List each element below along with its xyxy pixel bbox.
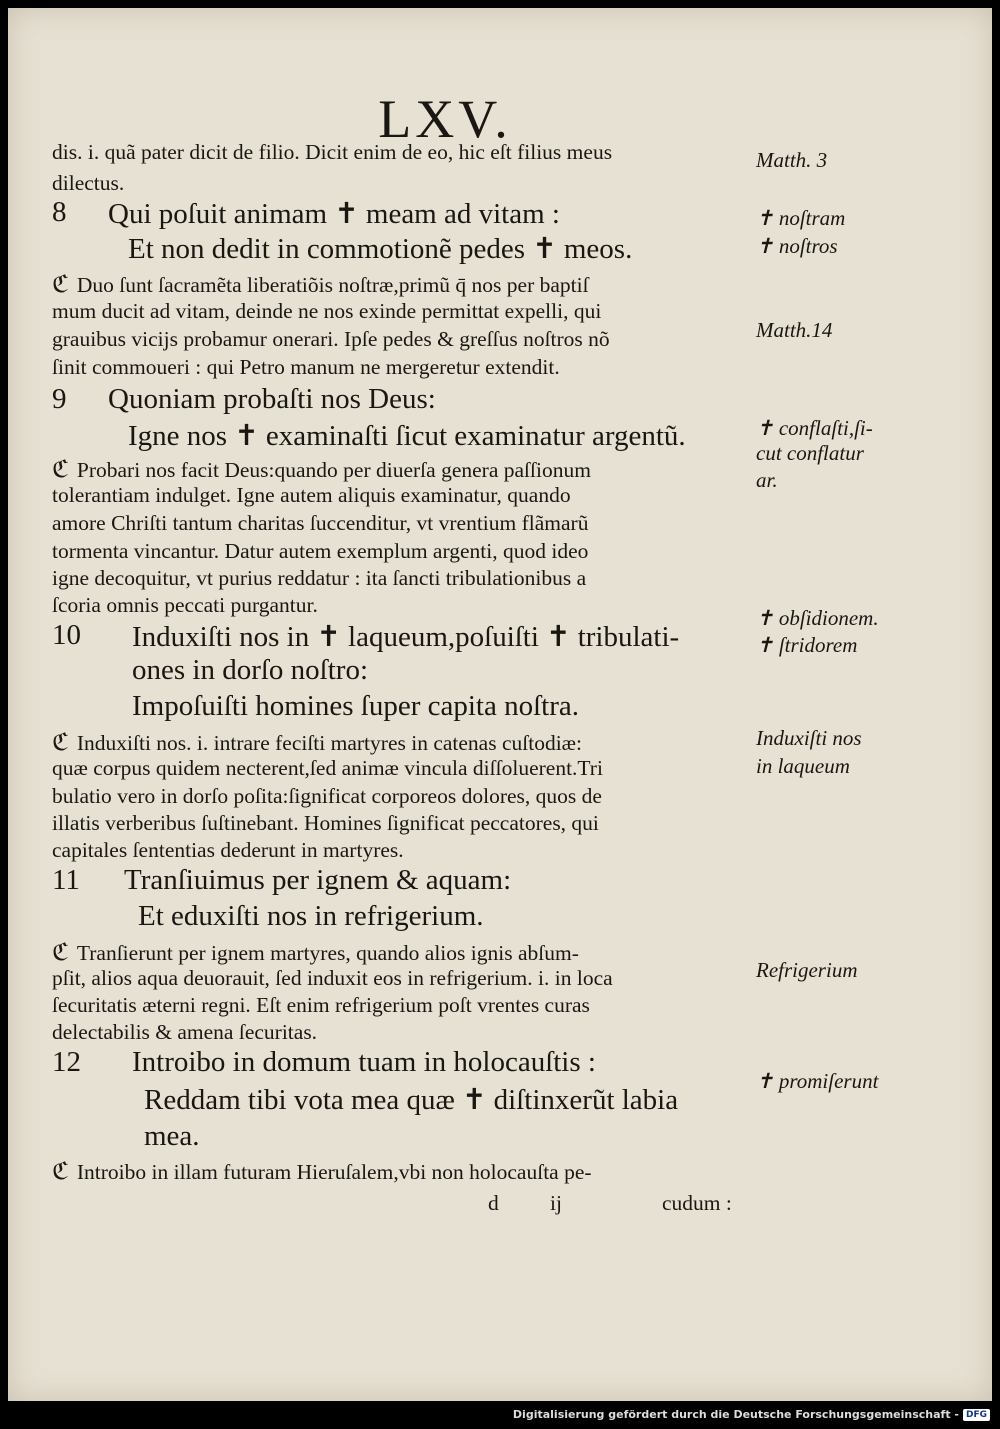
- marginal-note: ✝ obſidionem.: [756, 606, 879, 630]
- line-text: Et non dedit in commotionẽ pedes ✝ meos.: [128, 233, 633, 265]
- footer-credit: [513, 1408, 990, 1421]
- marginal-note: cut conflatur: [756, 441, 864, 465]
- line-text: pſit, alios aqua deuorauit, ſed induxit eos in refrigerium. i. in loca: [52, 966, 613, 990]
- marginal-note: ✝ promiſerunt: [756, 1069, 879, 1093]
- line-text: Induxiſti nos. i. intrare feciſti martyres in catenas cuſtodiæ:: [76, 731, 582, 755]
- line-text: Impoſuiſti homines ſuper capita noſtra.: [132, 690, 579, 722]
- verse-number: 9: [52, 383, 67, 415]
- line-text: Reddam tibi vota mea quæ ✝ diſtinxerũt labia: [144, 1084, 679, 1116]
- line-text: Quoniam probaſti nos Deus:: [108, 383, 436, 415]
- line-text: dilectus.: [52, 171, 125, 195]
- signature-number: ij: [550, 1191, 562, 1215]
- line-text: Qui poſuit animam ✝ meam ad vitam :: [108, 198, 560, 230]
- line-text: ſcoria omnis peccati purgantur.: [52, 593, 318, 617]
- pilcrow-mark: ℭ: [52, 457, 69, 483]
- line-text: bulatio vero in dorſo poſita:ſignificat corporeos dolores, quos de: [52, 784, 602, 808]
- verse-number: 12: [52, 1046, 81, 1078]
- line-text: mum ducit ad vitam, deinde ne nos exinde permittat expelli, qui: [52, 299, 602, 323]
- marginal-note: Matth. 3: [756, 148, 828, 172]
- folio-number: LXV.: [378, 89, 512, 149]
- marginal-note: ✝ noſtram: [756, 206, 846, 230]
- line-text: ones in dorſo noſtro:: [132, 654, 369, 686]
- pilcrow-mark: ℭ: [52, 730, 69, 756]
- line-text: Duo ſunt ſacramẽta liberatiõis noſtræ,primũ q̄ nos per baptiſ: [76, 273, 589, 297]
- line-text: delectabilis & amena ſecuritas.: [52, 1020, 318, 1044]
- pilcrow-mark: ℭ: [52, 272, 69, 298]
- marginal-note: Matth.14: [756, 318, 833, 342]
- footer-text: Digitalisierung gefördert durch die Deutsche Forschungsgemeinschaft -: [512, 1408, 959, 1421]
- marginal-note: ✝ noſtros: [756, 234, 838, 258]
- line-text: Introibo in illam futuram Hieruſalem,vbi non holocauſta pe-: [76, 1160, 592, 1184]
- marginal-note: Refrigerium: [756, 958, 858, 982]
- line-text: ſecuritatis æterni regni. Eſt enim refrigerium poſt vrentes curas: [52, 993, 590, 1017]
- dfg-logo: DFG: [963, 1409, 990, 1421]
- line-text: tolerantiam indulget. Igne autem aliquis examinatur, quando: [52, 483, 571, 507]
- line-text: dis. i. quã pater dicit de filio. Dicit enim de eo, hic eſt filius meus: [52, 140, 613, 164]
- line-text: Induxiſti nos in ✝ laqueum,poſuiſti ✝ tribulati-: [132, 621, 680, 653]
- line-text: Igne nos ✝ examinaſti ſicut examinatur argentũ.: [128, 420, 686, 452]
- catchword: cudum :: [662, 1191, 732, 1215]
- line-text: ſinit commoueri : qui Petro manum ne mergeretur extendit.: [52, 355, 560, 379]
- line-text: Et eduxiſti nos in refrigerium.: [138, 900, 484, 932]
- line-text: grauibus vicijs probamur onerari. Ipſe pedes & greſſus noſtros nõ: [52, 327, 610, 351]
- line-text: illatis verberibus ſuſtinebant. Homines ſignificat peccatores, qui: [52, 811, 599, 835]
- line-text: mea.: [144, 1120, 200, 1152]
- marginal-note: in laqueum: [756, 754, 850, 778]
- pilcrow-mark: ℭ: [52, 1159, 69, 1185]
- marginal-note: Induxiſti nos: [756, 726, 862, 750]
- marginal-note: ✝ conflaſti,ſi-: [756, 416, 873, 440]
- line-text: Tranſierunt per ignem martyres, quando alios ignis abſum-: [76, 941, 579, 965]
- line-text: amore Chriſti tantum charitas ſuccenditur, vt vrentium flãmarũ: [52, 511, 589, 535]
- verse-number: 8: [52, 196, 67, 228]
- marginal-note: ✝ ſtridorem: [756, 633, 858, 657]
- line-text: Tranſiuimus per ignem & aquam:: [124, 864, 512, 896]
- line-text: Introibo in domum tuam in holocauſtis :: [132, 1046, 596, 1078]
- line-text: quæ corpus quidem necterent,ſed animæ vincula diſſoluerent.Tri: [52, 756, 603, 780]
- line-text: tormenta vincantur. Datur autem exemplum argenti, quod ideo: [52, 539, 589, 563]
- line-text: capitales ſententias dederunt in martyres.: [52, 838, 404, 862]
- verse-number: 11: [52, 864, 80, 896]
- line-text: Probari nos facit Deus:quando per diuerſa genera paſſionum: [76, 458, 591, 482]
- book-page: [8, 8, 992, 1401]
- signature-mark: d: [488, 1191, 499, 1215]
- pilcrow-mark: ℭ: [52, 940, 69, 966]
- line-text: igne decoquitur, vt purius reddatur : ita ſancti tribulationibus a: [52, 566, 587, 590]
- marginal-note: ar.: [756, 468, 778, 492]
- verse-number: 10: [52, 619, 81, 651]
